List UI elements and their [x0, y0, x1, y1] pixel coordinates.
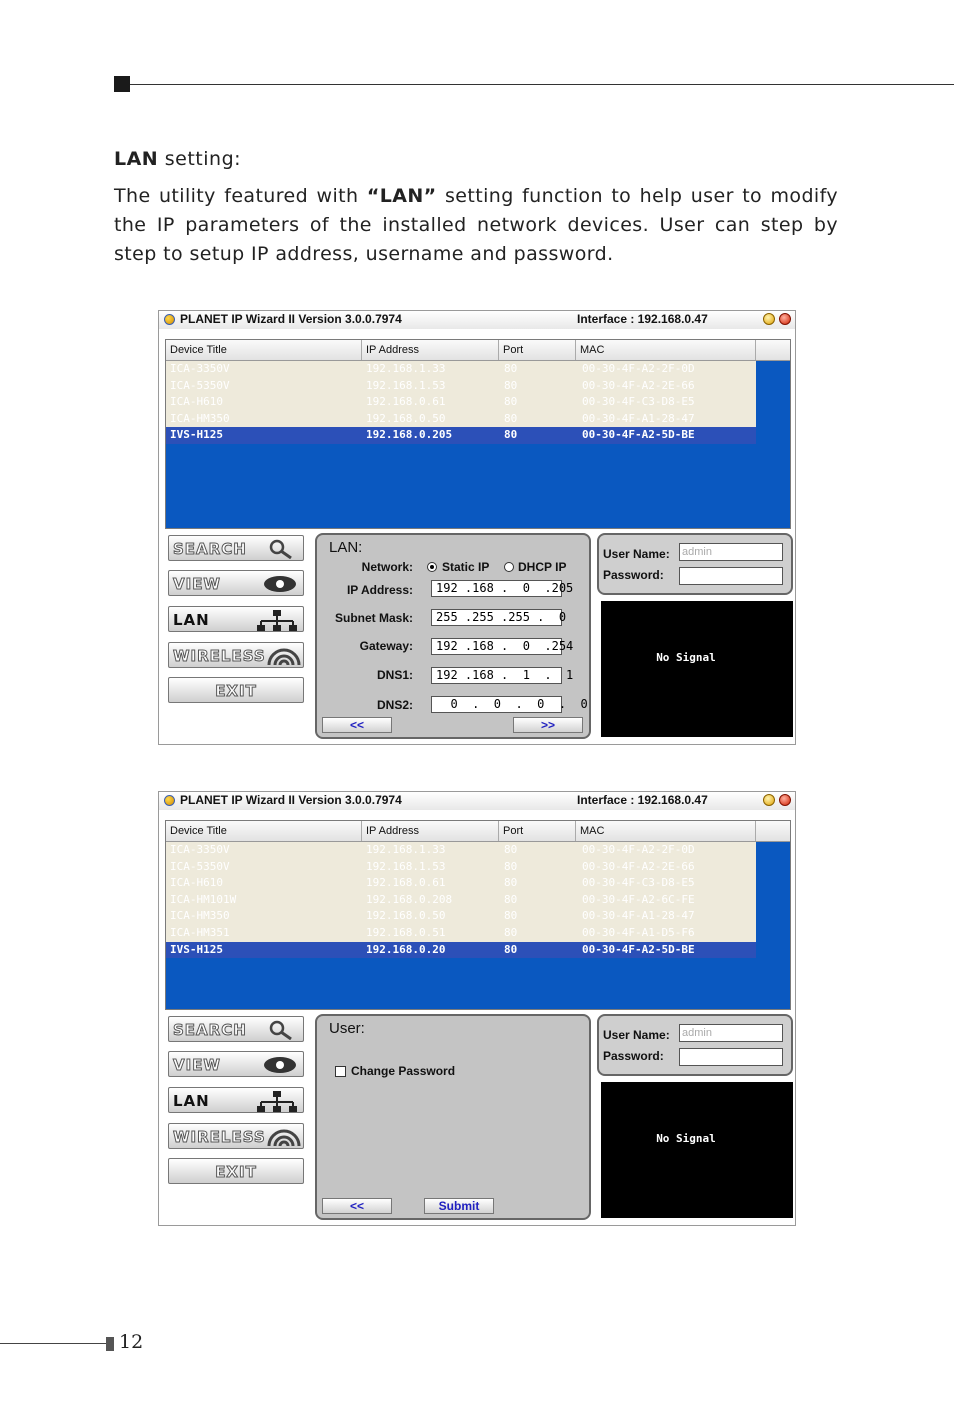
cell-mac: 00-30-4F-C3-D8-E5 — [582, 876, 695, 890]
minimize-icon[interactable] — [763, 794, 775, 806]
cell-mac: 00-30-4F-A2-6C-FE — [582, 892, 695, 906]
dns1-field[interactable]: 192 .168 . 1 . 1 — [431, 667, 562, 684]
cell-mac: 00-30-4F-A1-28-47 — [582, 411, 695, 425]
exit-button-label: EXIT — [215, 1163, 257, 1181]
column-spacer — [756, 340, 790, 360]
no-signal-text: No Signal — [656, 651, 716, 664]
cell-ip-address: 192.168.0.50 — [366, 411, 446, 425]
wireless-button[interactable] — [168, 642, 304, 668]
cell-mac: 00-30-4F-A2-2F-0D — [582, 843, 695, 856]
cell-port: 80 — [504, 909, 518, 923]
column-mac[interactable]: MAC — [576, 821, 756, 841]
dhcp-ip-radio[interactable] — [504, 562, 514, 572]
network-icon — [257, 1091, 297, 1113]
login-panel — [597, 533, 793, 595]
cell-device-title: ICA-5350V — [170, 378, 230, 392]
search-button-label: SEARCH — [173, 1021, 247, 1039]
magnifier-icon — [267, 1020, 297, 1040]
network-icon — [257, 610, 297, 632]
cell-port: 80 — [504, 876, 518, 890]
login-panel — [597, 1014, 793, 1076]
app-icon — [164, 314, 175, 325]
video-preview — [601, 1082, 793, 1218]
wireless-icon — [267, 646, 301, 666]
cell-port: 80 — [504, 942, 518, 956]
back-button[interactable]: << — [322, 1198, 392, 1214]
eye-icon — [263, 1055, 297, 1075]
ip-wizard-window-lan — [158, 310, 796, 745]
lan-button[interactable] — [168, 1087, 304, 1113]
cell-device-title: ICA-HM350 — [170, 411, 230, 425]
search-button[interactable] — [168, 535, 304, 561]
user-name-label: User Name: — [603, 1028, 670, 1042]
ip-address-field[interactable]: 192 .168 . 0 .205 — [431, 580, 562, 597]
back-button[interactable]: << — [322, 717, 392, 733]
device-list[interactable] — [165, 339, 791, 529]
lan-button-label: LAN — [173, 1092, 210, 1110]
lan-panel-title: LAN: — [329, 539, 363, 556]
table-row[interactable] — [166, 875, 756, 892]
cell-ip-address: 192.168.1.53 — [366, 859, 446, 873]
eye-icon — [263, 574, 297, 594]
cell-ip-address: 192.168.1.53 — [366, 378, 446, 392]
cell-port: 80 — [504, 892, 518, 906]
cell-device-title: ICA-3350V — [170, 362, 230, 375]
lan-button-label: LAN — [173, 611, 210, 629]
network-label: Network: — [361, 560, 413, 574]
cell-ip-address: 192.168.0.205 — [366, 428, 453, 442]
search-button-label: SEARCH — [173, 540, 247, 558]
cell-device-title: ICA-HM350 — [170, 909, 230, 923]
subnet-mask-field[interactable]: 255 .255 .255 . 0 — [431, 609, 562, 626]
view-button[interactable] — [168, 570, 304, 596]
cell-device-title: ICA-H610 — [170, 876, 223, 890]
minimize-icon[interactable] — [763, 313, 775, 325]
user-name-label: User Name: — [603, 547, 670, 561]
table-row[interactable] — [166, 411, 756, 428]
gateway-label: Gateway: — [359, 639, 413, 653]
cell-device-title: ICA-HM101W — [170, 892, 237, 906]
table-row[interactable] — [166, 859, 756, 876]
table-row[interactable] — [166, 394, 756, 411]
column-ip-address[interactable]: IP Address — [362, 821, 499, 841]
column-port[interactable]: Port — [499, 340, 576, 360]
video-preview — [601, 601, 793, 737]
title-bar — [159, 311, 795, 329]
cell-port: 80 — [504, 378, 518, 392]
cell-mac: 00-30-4F-A2-2E-66 — [582, 859, 695, 873]
password-label: Password: — [603, 568, 664, 582]
cell-port: 80 — [504, 428, 518, 442]
footer-rule — [0, 1343, 106, 1344]
cell-device-title: ICA-H610 — [170, 395, 223, 409]
table-row[interactable] — [166, 427, 756, 444]
subnet-mask-label: Subnet Mask: — [334, 611, 413, 625]
cell-port: 80 — [504, 843, 518, 856]
cell-port: 80 — [504, 859, 518, 873]
cell-ip-address: 192.168.0.50 — [366, 909, 446, 923]
cell-port: 80 — [504, 925, 518, 939]
change-password-label: Change Password — [351, 1064, 456, 1078]
cell-ip-address: 192.168.0.61 — [366, 395, 446, 409]
wireless-button-label: WIRELESS — [173, 1128, 266, 1146]
device-list-header — [166, 821, 790, 842]
dns2-label: DNS2: — [376, 698, 413, 712]
lan-button[interactable] — [168, 606, 304, 632]
intro-paragraph: The utility featured with “LAN” setting function to help user to modify the IP parameters of the installed network devices. User can step by step to setup IP address, username and password. — [114, 185, 838, 265]
user-name-field[interactable]: admin — [679, 1024, 783, 1042]
column-port[interactable]: Port — [499, 821, 576, 841]
wireless-button-label: WIRELESS — [173, 647, 266, 665]
submit-button[interactable]: Submit — [424, 1198, 494, 1214]
table-row[interactable] — [166, 361, 756, 378]
table-row[interactable] — [166, 842, 756, 859]
ip-wizard-window-user — [158, 791, 796, 1226]
cell-mac: 00-30-4F-A2-2E-66 — [582, 378, 695, 392]
gateway-field[interactable]: 192 .168 . 0 .254 — [431, 638, 562, 655]
static-ip-label: Static IP — [442, 560, 490, 574]
user-name-field[interactable]: admin — [679, 543, 783, 561]
table-row[interactable] — [166, 908, 756, 925]
header-square — [114, 76, 130, 92]
app-icon — [164, 795, 175, 806]
cell-device-title: ICA-5350V — [170, 859, 230, 873]
view-button-label: VIEW — [173, 1056, 221, 1074]
magnifier-icon — [267, 539, 297, 559]
cell-device-title: ICA-HM351 — [170, 925, 230, 939]
cell-mac: 00-30-4F-A1-28-47 — [582, 909, 695, 923]
cell-ip-address: 192.168.0.61 — [366, 876, 446, 890]
interface-label: Interface : 192.168.0.47 — [577, 793, 708, 807]
cell-ip-address: 192.168.1.33 — [366, 843, 446, 856]
ip-address-label: IP Address: — [346, 583, 413, 597]
close-icon[interactable] — [779, 794, 791, 806]
interface-label: Interface : 192.168.0.47 — [577, 312, 708, 326]
change-password-checkbox[interactable] — [335, 1066, 346, 1077]
next-button[interactable]: >> — [513, 717, 583, 733]
close-icon[interactable] — [779, 313, 791, 325]
exit-button-label: EXIT — [215, 682, 257, 700]
header-rule — [130, 84, 954, 85]
cell-ip-address: 192.168.1.33 — [366, 362, 446, 375]
table-row[interactable] — [166, 942, 756, 959]
search-button[interactable] — [168, 1016, 304, 1042]
cell-port: 80 — [504, 362, 518, 375]
table-row[interactable] — [166, 925, 756, 942]
table-row[interactable] — [166, 892, 756, 909]
device-rows — [166, 361, 756, 444]
cell-device-title: ICA-3350V — [170, 843, 230, 856]
footer-marker — [106, 1337, 114, 1351]
view-button-label: VIEW — [173, 575, 221, 593]
wireless-button[interactable] — [168, 1123, 304, 1149]
cell-mac: 00-30-4F-A2-5D-BE — [582, 428, 695, 442]
cell-mac: 00-30-4F-A2-2F-0D — [582, 362, 695, 375]
device-list-header — [166, 340, 790, 361]
column-ip-address[interactable]: IP Address — [362, 340, 499, 360]
page-number: 12 — [119, 1331, 144, 1353]
cell-device-title: IVS-H125 — [170, 942, 223, 956]
user-panel-title: User: — [329, 1020, 365, 1037]
device-rows — [166, 842, 756, 958]
cell-ip-address: 192.168.0.51 — [366, 925, 446, 939]
exit-button[interactable] — [168, 677, 304, 703]
exit-button[interactable] — [168, 1158, 304, 1184]
view-button[interactable] — [168, 1051, 304, 1077]
window-title: PLANET IP Wizard II Version 3.0.0.7974 — [180, 312, 402, 326]
password-field[interactable] — [679, 1048, 783, 1066]
no-signal-text: No Signal — [656, 1132, 716, 1145]
dns2-field[interactable]: 0 . 0 . 0 . 0 — [431, 696, 562, 713]
password-field[interactable] — [679, 567, 783, 585]
column-mac[interactable]: MAC — [576, 340, 756, 360]
cell-port: 80 — [504, 395, 518, 409]
column-spacer — [756, 821, 790, 841]
column-device-title[interactable]: Device Title — [166, 340, 362, 360]
cell-ip-address: 192.168.0.20 — [366, 942, 446, 956]
cell-ip-address: 192.168.0.208 — [366, 892, 453, 906]
cell-mac: 00-30-4F-A2-5D-BE — [582, 942, 695, 956]
password-label: Password: — [603, 1049, 664, 1063]
lan-panel — [315, 533, 591, 739]
device-list[interactable] — [165, 820, 791, 1010]
title-bar — [159, 792, 795, 810]
window-title: PLANET IP Wizard II Version 3.0.0.7974 — [180, 793, 402, 807]
cell-port: 80 — [504, 411, 518, 425]
cell-mac: 00-30-4F-C3-D8-E5 — [582, 395, 695, 409]
cell-device-title: IVS-H125 — [170, 428, 223, 442]
dhcp-ip-label: DHCP IP — [518, 560, 567, 574]
table-row[interactable] — [166, 378, 756, 395]
user-panel — [315, 1014, 591, 1220]
section-heading: LAN setting: — [114, 148, 242, 170]
dns1-label: DNS1: — [376, 668, 413, 682]
cell-mac: 00-30-4F-A1-D5-F6 — [582, 925, 695, 939]
column-device-title[interactable]: Device Title — [166, 821, 362, 841]
static-ip-radio[interactable] — [427, 562, 437, 572]
wireless-icon — [267, 1127, 301, 1147]
